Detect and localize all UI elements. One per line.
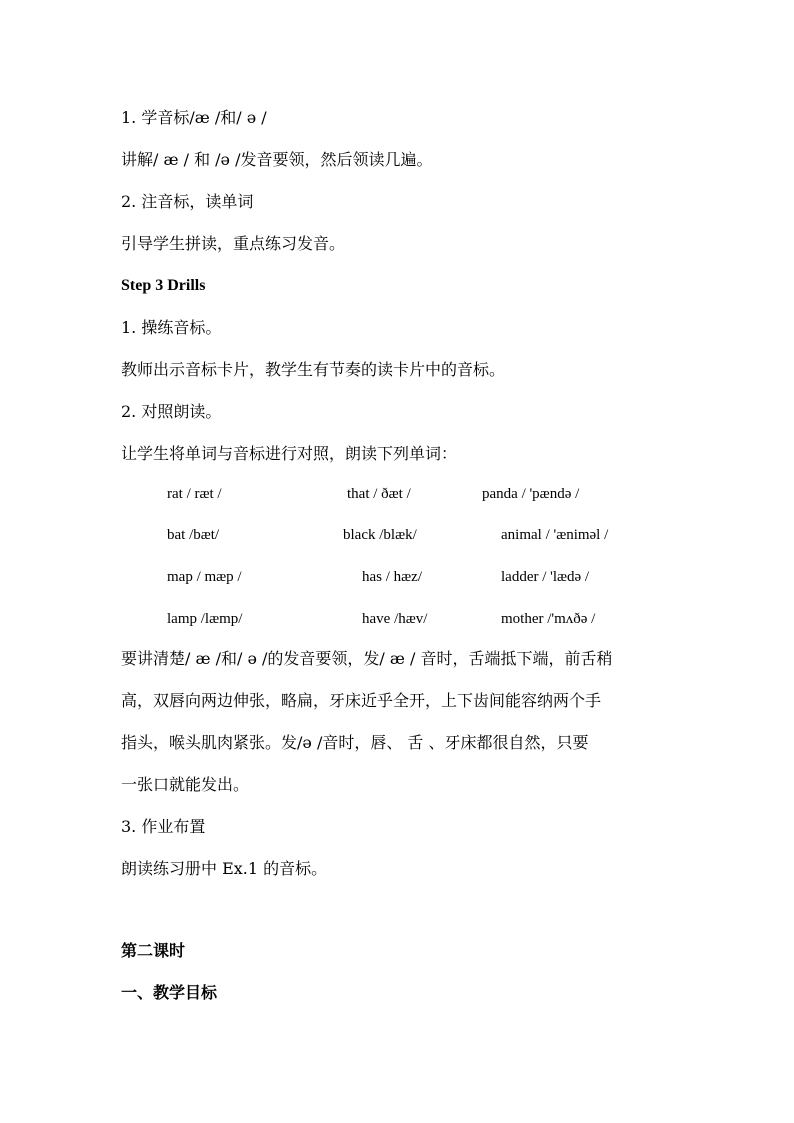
word-item: animal / 'ænimәl / bbox=[501, 527, 609, 543]
paragraph-pronunciation-4: 一张口就能发出。 bbox=[121, 775, 250, 794]
word-item: lamp /læmp/ bbox=[167, 611, 243, 627]
word-item: mother /'mʌðə / bbox=[501, 611, 596, 627]
step-heading: Step 3 Drills bbox=[121, 277, 206, 294]
homework-heading: 3. 作业布置 bbox=[121, 817, 206, 836]
word-item: black /blæk/ bbox=[343, 527, 417, 543]
section-heading-phonetics: 1. 学音标/æ /和/ ə / bbox=[121, 108, 267, 127]
word-item: panda / 'pændə / bbox=[482, 486, 580, 502]
homework-text: 朗读练习册中 Ex.1 的音标。 bbox=[121, 859, 328, 878]
paragraph-guide: 引导学生拼读，重点练习发音。 bbox=[121, 234, 346, 253]
paragraph-pronunciation-2: 高，双唇向两边伸张，略扁，牙床近乎全开，上下齿间能容纳两个手 bbox=[121, 691, 602, 710]
section-heading-read-words: 2. 注音标，读单词 bbox=[121, 192, 254, 211]
word-item: has / hæz/ bbox=[362, 569, 422, 585]
drill-heading-2: 2. 对照朗读。 bbox=[121, 402, 222, 421]
paragraph-pronunciation-3: 指头，喉头肌肉紧张。发/ə /音时，唇、 舌 、牙床都很自然，只要 bbox=[121, 733, 589, 752]
word-item: that / ðæt / bbox=[347, 486, 411, 502]
word-item: have /hæv/ bbox=[362, 611, 428, 627]
word-item: ladder / 'lædə / bbox=[501, 569, 590, 585]
word-item: rat / ræt / bbox=[167, 486, 222, 502]
lesson-two-heading: 第二课时 bbox=[121, 941, 186, 960]
paragraph-pronunciation-1: 要讲清楚/ æ /和/ ə /的发音要领，发/ æ / 音时，舌端抵下端，前舌稍 bbox=[121, 649, 613, 668]
paragraph-cards: 教师出示音标卡片，教学生有节奏的读卡片中的音标。 bbox=[121, 360, 506, 379]
paragraph-explain: 讲解/ æ / 和 /ə /发音要领，然后领读几遍。 bbox=[121, 150, 433, 169]
paragraph-compare: 让学生将单词与音标进行对照，朗读下列单词： bbox=[121, 444, 458, 463]
teaching-goal-heading: 一、教学目标 bbox=[121, 983, 218, 1002]
drill-heading-1: 1. 操练音标。 bbox=[121, 318, 222, 337]
word-item: map / mæp / bbox=[167, 569, 242, 585]
word-item: bat /bæt/ bbox=[167, 527, 220, 543]
